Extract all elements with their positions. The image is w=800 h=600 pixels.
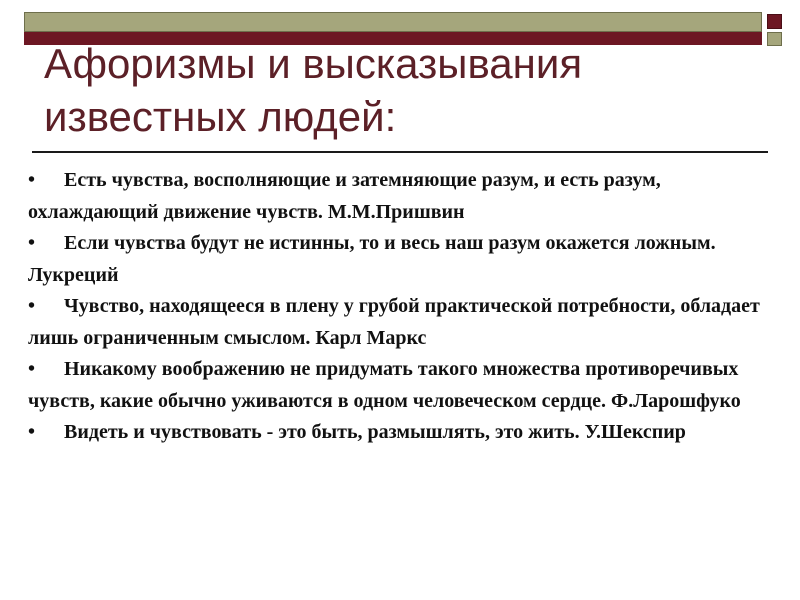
slide-title-line-2: известных людей:	[44, 93, 397, 140]
quote-text: Никакому воображению не придумать такого множества противоречивых чувств, какие обычно уживаются в одном человеческом сердце. Ф.Ларошфуко	[28, 358, 741, 412]
header-square-olive	[767, 32, 782, 46]
slide-title-line-1: Афоризмы и высказывания	[44, 40, 583, 87]
quote-text: Видеть и чувствовать - это быть, размышлять, это жить. У.Шекспир	[64, 421, 686, 443]
slide-title	[44, 37, 764, 143]
title-divider	[32, 151, 768, 153]
quote-item	[28, 228, 778, 291]
bullet: •	[28, 421, 36, 443]
quote-text: Чувство, находящееся в плену у грубой практической потребности, обладает лишь ограниченным смыслом. Карл Маркс	[28, 295, 760, 349]
quote-list	[28, 165, 778, 449]
bullet: •	[28, 232, 36, 254]
header-band-olive	[24, 12, 762, 32]
bullet: •	[28, 358, 36, 380]
quote-text: Есть чувства, восполняющие и затемняющие разум, и есть разум, охлаждающий движение чувств. М.М.Пришвин	[28, 169, 661, 223]
quote-item	[28, 165, 778, 228]
quote-item	[28, 354, 778, 417]
bullet: •	[28, 295, 36, 317]
quote-text: Если чувства будут не истинны, то и весь наш разум окажется ложным. Лукреций	[28, 232, 716, 286]
quote-item	[28, 291, 778, 354]
bullet: •	[28, 169, 36, 191]
quote-item	[28, 417, 778, 449]
header-square-maroon	[767, 14, 782, 29]
